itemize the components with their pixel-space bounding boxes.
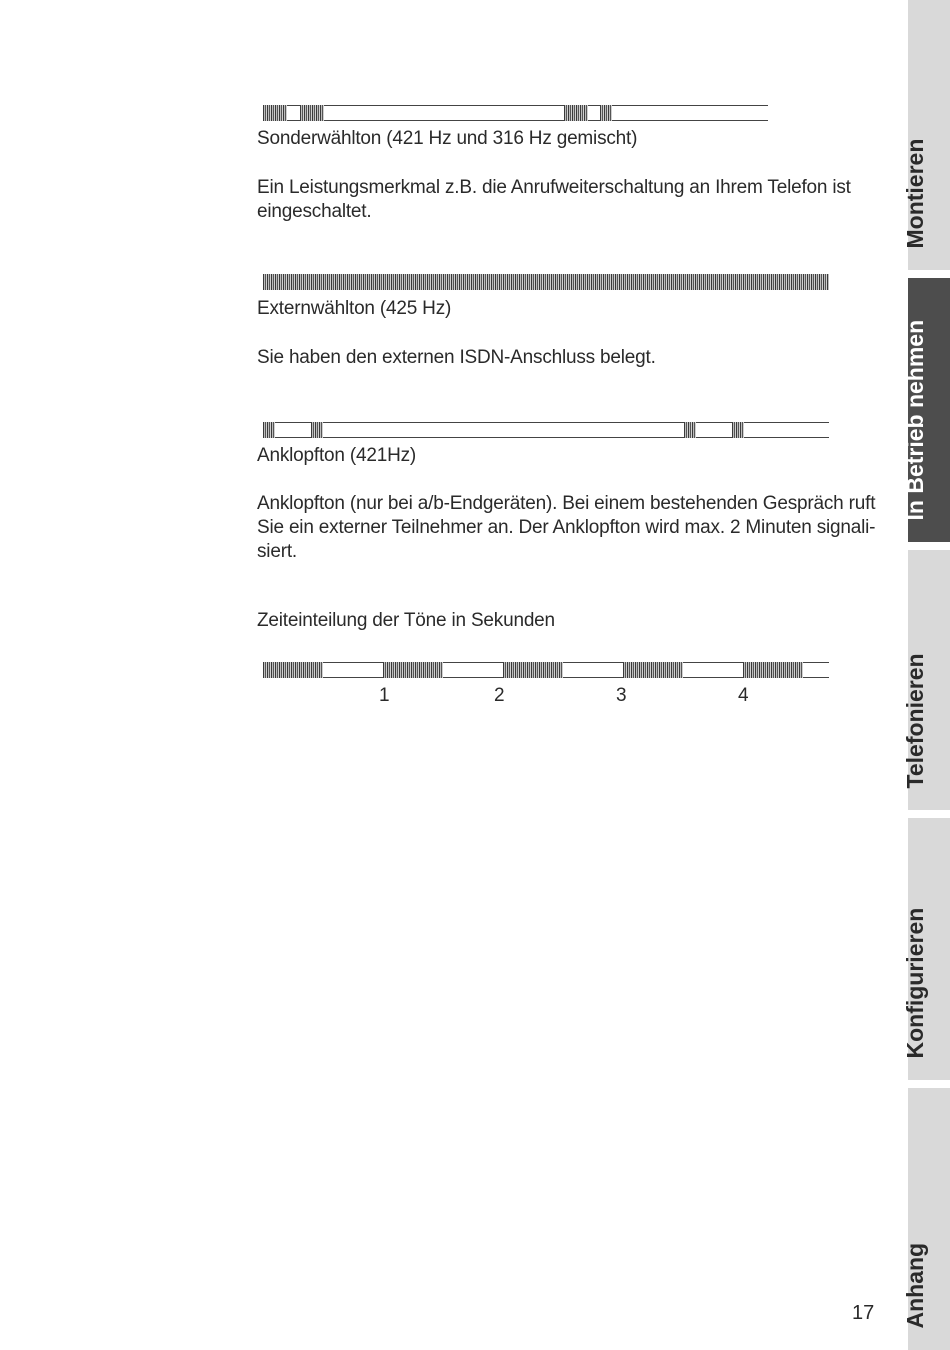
second-label: 2 bbox=[494, 685, 505, 706]
sonderwaehlton-heading: Sonderwählton (421 Hz und 316 Hz gemischt) bbox=[257, 128, 638, 149]
tone-on-segment bbox=[623, 662, 683, 678]
tone-off-segment bbox=[588, 105, 600, 121]
tone-off-segment bbox=[323, 422, 684, 438]
tab-montieren[interactable] bbox=[902, 0, 950, 270]
tab-label: In Betrieb nehmen bbox=[902, 319, 928, 521]
tone-on-segment bbox=[263, 422, 275, 438]
tab-in-betrieb-nehmen[interactable] bbox=[902, 278, 950, 542]
second-label: 1 bbox=[379, 685, 390, 706]
tone-on-segment bbox=[263, 662, 323, 678]
tone-on-segment bbox=[600, 105, 612, 121]
tone-on-segment bbox=[263, 274, 829, 290]
sonderwaehlton-description: Ein Leistungsmerkmal z.B. die Anrufweiterschaltung an Ihrem Telefon ist eingeschaltet. bbox=[257, 177, 851, 222]
tab-anhang[interactable] bbox=[902, 1088, 950, 1350]
externwaehlton-description: Sie haben den externen ISDN-Anschluss belegt. bbox=[257, 347, 656, 368]
tone-on-segment bbox=[503, 662, 563, 678]
tone-on-segment bbox=[564, 105, 588, 121]
tone-on-segment bbox=[732, 422, 744, 438]
sonderwaehlton-pattern bbox=[263, 105, 768, 121]
externwaehlton-pattern bbox=[263, 274, 829, 290]
tone-on-segment bbox=[383, 662, 443, 678]
tab-label: Montieren bbox=[902, 138, 928, 249]
tone-off-segment bbox=[287, 105, 300, 121]
tone-off-segment bbox=[683, 662, 743, 678]
tab-label: Konfigurieren bbox=[902, 907, 928, 1059]
tone-off-segment bbox=[803, 662, 829, 678]
tone-on-segment bbox=[684, 422, 696, 438]
second-label: 3 bbox=[616, 685, 627, 706]
tone-on-segment bbox=[300, 105, 324, 121]
anklopfton-description: Anklopfton (nur bei a/b-Endgeräten). Bei einem bestehenden Gespräch ruft Sie ein externer Teilnehmer an. Der Anklopfton wird max. 2 Minuten signali-siert. bbox=[257, 493, 876, 562]
anklopfton-pattern bbox=[263, 422, 829, 438]
tone-off-segment bbox=[612, 105, 768, 121]
tab-konfigurieren[interactable] bbox=[902, 818, 950, 1080]
anklopfton-heading: Anklopfton (421Hz) bbox=[257, 445, 417, 466]
page-number: 17 bbox=[852, 1302, 875, 1324]
externwaehlton-heading: Externwählton (425 Hz) bbox=[257, 298, 452, 319]
tone-off-segment bbox=[275, 422, 311, 438]
tone-off-segment bbox=[563, 662, 623, 678]
tone-off-segment bbox=[696, 422, 732, 438]
tone-off-segment bbox=[744, 422, 829, 438]
timing-heading: Zeiteinteilung der Töne in Sekunden bbox=[257, 610, 555, 631]
second-label: 4 bbox=[738, 685, 749, 706]
tone-on-segment bbox=[743, 662, 803, 678]
tone-off-segment bbox=[324, 105, 564, 121]
tone-off-segment bbox=[443, 662, 503, 678]
tone-on-segment bbox=[311, 422, 323, 438]
tab-label: Anhang bbox=[902, 1242, 928, 1329]
tone-on-segment bbox=[263, 105, 287, 121]
tab-label: Telefonieren bbox=[902, 653, 928, 789]
tone-off-segment bbox=[323, 662, 383, 678]
tab-telefonieren[interactable] bbox=[902, 550, 950, 810]
timing-scale bbox=[263, 662, 829, 678]
